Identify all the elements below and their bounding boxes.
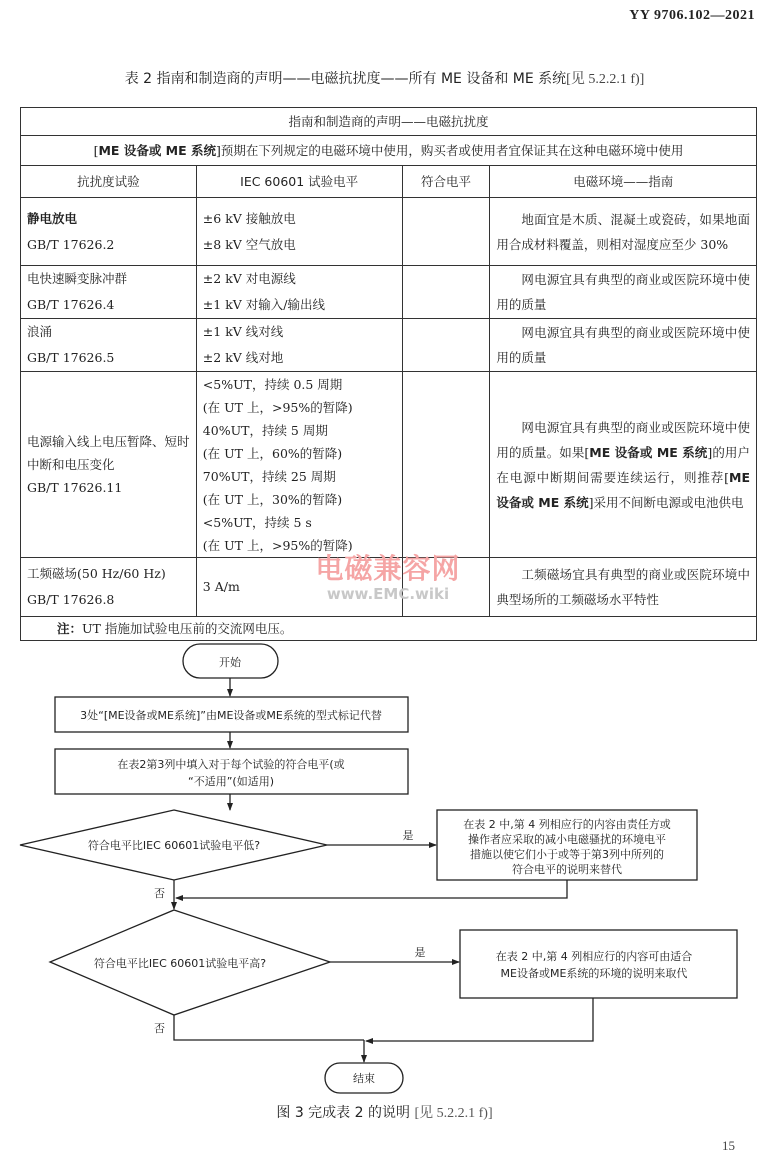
action2-line1: 在表 2 中,第 4 列相应行的内容可由适合 [495, 950, 693, 963]
level-line: (在 UT 上，>95%的暂降) [202, 399, 353, 415]
step2-label-line1: 在表2第3列中填入对于每个试验的符合电平(或 [117, 758, 345, 771]
test-standard: GB/T 17626.11 [27, 480, 123, 495]
guidance-cell: 地面宜是木质、混凝土或瓷砖，如果地面用合成材料覆盖，则相对湿度应至少 30% [490, 198, 757, 266]
table-caption-ref: [见 5.2.2.1 f)] [566, 72, 645, 87]
level-cell [196, 266, 402, 319]
guidance-part: ]采用不间断电源或电池供电 [588, 494, 744, 510]
guidance-part: 网电源宜具有典型的商业或医院环境中使用的质量。如果[ [496, 419, 750, 460]
level-line: (在 UT 上，>95%的暂降) [202, 537, 353, 553]
test-standard: GB/T 17626.2 [27, 236, 115, 252]
decision2-yes-label: 是 [414, 946, 426, 959]
level-cell [196, 558, 402, 617]
arrow-decision2-no [174, 1015, 364, 1040]
test-cell [21, 372, 197, 558]
watermark-url: www.EMC.wiki [326, 585, 450, 603]
level-line: ±1 kV 线对线 [202, 324, 284, 339]
level-line: (在 UT 上，30%的暂降) [202, 491, 343, 507]
watermark-title: 电磁兼容网 [315, 552, 461, 585]
guidance-cell: 网电源宜具有典型的商业或医院环境中使用的质量 [490, 266, 757, 319]
guidance-cell: 工频磁场宜具有典型的商业或医院环境中典型场所的工频磁场水平特性 [490, 558, 757, 617]
level-line: 70%UT，持续 25 周期 [202, 468, 336, 484]
table-row [21, 558, 757, 617]
note-label: 注： [57, 620, 83, 636]
level-line: ±2 kV 线对地 [202, 350, 284, 365]
guidance-cell: 网电源宜具有典型的商业或医院环境中使用的质量 [490, 319, 757, 372]
level-line: ±6 kV 接触放电 [202, 210, 296, 226]
flowchart [0, 640, 769, 1100]
test-standard: GB/T 17626.8 [27, 592, 115, 607]
action2-box [460, 930, 737, 998]
test-cell [21, 266, 197, 319]
figure-caption [0, 1102, 769, 1122]
table-caption-text: 表 2 指南和制造商的声明——电磁抗扰度——所有 ME 设备和 ME 系统 [124, 71, 567, 87]
table-title: 指南和制造商的声明——电磁抗扰度 [21, 108, 757, 136]
table-row [21, 372, 757, 558]
level-cell [196, 372, 402, 558]
test-standard: GB/T 17626.4 [27, 297, 115, 312]
level-line: <5%UT，持续 0.5 周期 [202, 376, 343, 392]
decision1-label: 符合电平比IEC 60601试验电平低? [87, 839, 261, 852]
decision2-no-label: 否 [154, 1022, 165, 1035]
test-name: 电源输入线上电压暂降、短时中断和电压变化 [27, 434, 190, 472]
guidance-me-equipment: ME 设备或 ME 系统 [496, 469, 750, 510]
test-standard: GB/T 17626.5 [27, 350, 115, 365]
level-line: 40%UT，持续 5 周期 [202, 422, 328, 438]
note-text: UT 指施加试验电压前的交流网电压。 [82, 620, 293, 636]
col-header-test: 抗扰度试验 [21, 166, 197, 198]
col-header-compliance: 符合电平 [402, 166, 490, 198]
test-cell [21, 558, 197, 617]
table-title-row [21, 108, 757, 136]
level-cell [196, 319, 402, 372]
decision1-no-label: 否 [154, 887, 165, 900]
col-header-iec-level: IEC 60601 试验电平 [196, 166, 402, 198]
table-row [21, 319, 757, 372]
test-name: 工频磁场(50 Hz/60 Hz) [27, 566, 166, 581]
guidance-me-equipment: ME 设备或 ME 系统 [589, 444, 708, 460]
action1-line4: 符合电平的说明来替代 [512, 863, 622, 876]
guidance-cell [490, 372, 757, 558]
step2-label-line2: “不适用”(如适用) [188, 775, 274, 788]
action1-line1: 在表 2 中,第 4 列相应行的内容由责任方或 [463, 818, 671, 831]
level-line: ±1 kV 对输入/输出线 [202, 297, 325, 312]
table-row [21, 198, 757, 266]
action2-line2: ME设备或ME系统的环境的说明来取代 [500, 967, 688, 980]
compliance-cell [402, 198, 490, 266]
page-number: 15 [722, 1138, 735, 1153]
level-line: ±8 kV 空气放电 [202, 236, 296, 252]
table-note [21, 617, 757, 641]
test-cell [21, 319, 197, 372]
arrow-action2-return [366, 998, 593, 1041]
arrow-action1-return [176, 880, 567, 898]
guidance-part: ]的用户在电源中断期间需要连续运行，则推荐[ [496, 444, 750, 485]
decision2-label: 符合电平比IEC 60601试验电平高? [93, 957, 267, 970]
test-cell [21, 198, 197, 266]
col-header-guidance: 电磁环境——指南 [490, 166, 757, 198]
compliance-cell [402, 372, 490, 558]
action1-line2: 操作者应采取的减小电磁骚扰的环境电平 [468, 833, 666, 846]
standard-number: YY 9706.102—2021 [629, 8, 755, 23]
end-label: 结束 [353, 1072, 375, 1085]
test-name: 浪涌 [27, 324, 53, 339]
compliance-cell [402, 266, 490, 319]
figure-caption-ref: [见 5.2.2.1 f)] [414, 1106, 493, 1121]
statement-me-equipment: ME 设备或 ME 系统 [98, 142, 216, 158]
level-line: <5%UT，持续 5 s [202, 514, 312, 530]
table-caption [0, 68, 769, 88]
table-statement-row [21, 136, 757, 166]
test-name: 静电放电 [27, 210, 78, 226]
level-line: ±2 kV 对电源线 [202, 271, 296, 286]
step1-label: 3处“[ME设备或ME系统]”由ME设备或ME系统的型式标记代替 [80, 709, 382, 722]
decision1-yes-label: 是 [402, 829, 414, 842]
compliance-cell [402, 319, 490, 372]
level-line: (在 UT 上，60%的暂降) [202, 445, 343, 461]
table-statement: [ME 设备或 ME 系统]预期在下列规定的电磁环境中使用，购买者或使用者宜保证其在这种电磁环境中使用 [21, 136, 757, 166]
table-header-row [21, 166, 757, 198]
table-note-row [21, 617, 757, 641]
test-name: 电快速瞬变脉冲群 [27, 271, 128, 286]
start-label: 开始 [219, 656, 241, 669]
action1-line3: 措施以使它们小于或等于第3列中所列的 [470, 848, 664, 861]
figure-caption-text: 图 3 完成表 2 的说明 [276, 1105, 410, 1121]
level-cell [196, 198, 402, 266]
compliance-cell [402, 558, 490, 617]
statement-text: ]预期在下列规定的电磁环境中使用，购买者或使用者宜保证其在这种电磁环境中使用 [216, 142, 684, 158]
table-row [21, 266, 757, 319]
immunity-table [20, 107, 757, 641]
level-line: 3 A/m [202, 579, 240, 594]
